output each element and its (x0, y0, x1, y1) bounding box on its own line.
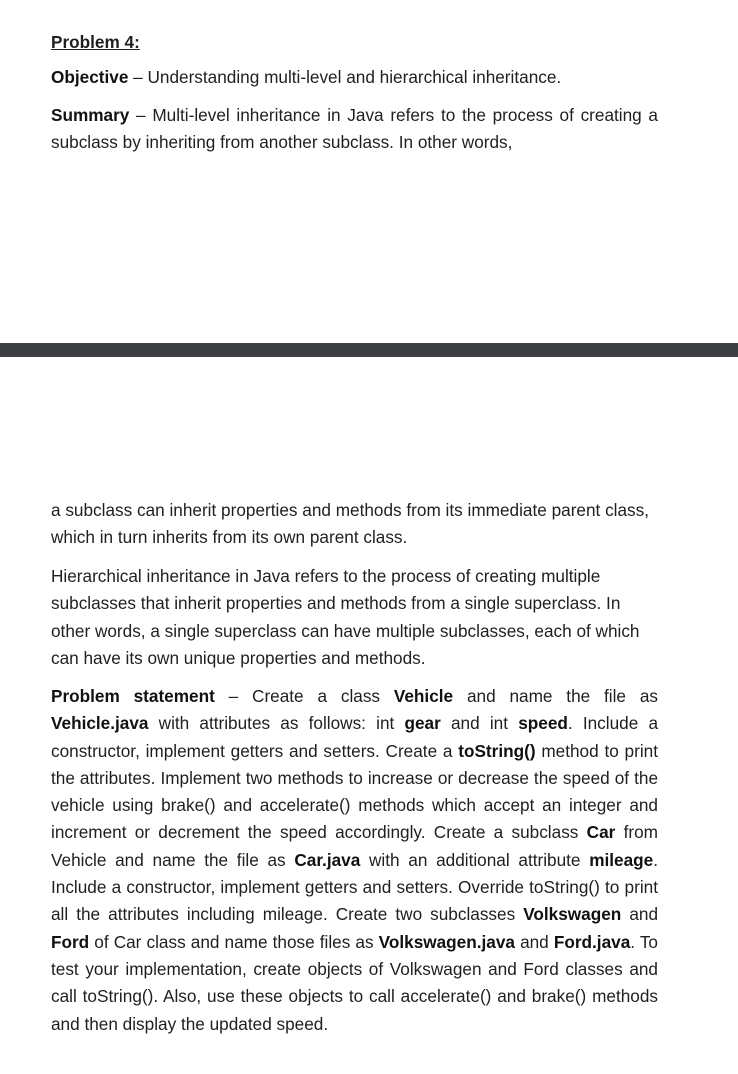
page-bottom-section (0, 357, 738, 1074)
ps-text-10: and (621, 904, 659, 925)
ps-text-2: and name the file as (453, 686, 658, 706)
ps-text-9: . Include a constructor, implement getters and setters. Override toString() to print all the attributes including mileage. Create two subclasses (51, 849, 658, 925)
summary-paragraph (51, 102, 658, 157)
objective-text: – Understanding multi-level and hierarchical inheritance. (128, 67, 562, 87)
ps-bold-ford: Ford (51, 931, 90, 952)
ps-text-8: with an additional attribute (360, 849, 590, 870)
problem-statement-paragraph (51, 683, 658, 1038)
objective-label: Objective (51, 67, 129, 87)
ps-bold-ford-java: Ford.java (553, 931, 631, 952)
ps-text-5: . Include a constructor, implement getters and setters. Create a (51, 713, 659, 761)
problem-label: Problem 4 (51, 32, 135, 52)
objective-paragraph (51, 64, 658, 91)
ps-bold-vehicle: Vehicle (393, 686, 454, 706)
page-top-section (0, 0, 738, 343)
summary-label: Summary (51, 105, 130, 125)
ps-bold-gear: gear (404, 713, 441, 734)
ps-bold-car-java: Car.java (294, 849, 361, 870)
ps-bold-volkswagen: Volkswagen (523, 904, 622, 925)
ps-text-13: . To test your implementation, create objects of Volkswagen and Ford classes and call toString(). Also, use these objects to call accelerate() and brake() methods and then display the updated speed. (51, 931, 658, 1034)
page-break-divider (0, 343, 738, 357)
ps-text-7: from Vehicle and name the file as (51, 822, 659, 870)
ps-bold-car: Car (586, 822, 616, 843)
hierarchical-paragraph: Hierarchical inheritance in Java refers to the process of creating multiple subclasses that inherit properties and methods from a single superclass. In other words, a single superclass can have multiple subclasses, each of which can have its own unique properties and methods. (51, 566, 640, 668)
ps-text-12: and (514, 931, 554, 952)
ps-bold-speed: speed (518, 713, 568, 734)
summary-continuation: a subclass can inherit properties and methods from its immediate parent class, which in turn inherits from its own parent class. (51, 500, 650, 548)
ps-bold-mileage: mileage (589, 849, 654, 870)
ps-bold-tostring: toString() (458, 740, 536, 761)
ps-text-1: – Create a class (214, 686, 394, 706)
ps-text-6: method to print the attributes. Implement two methods to increase or decrease the speed of the vehicle using brake() and accelerate() methods which accept an integer and increment or decrement the speed accordingly. Create a subclass (51, 740, 658, 843)
ps-text-3: with attributes as follows: int (148, 713, 405, 734)
problem-colon: : (134, 32, 140, 52)
ps-bold-vehicle-java: Vehicle.java (51, 713, 149, 734)
ps-text-4: and int (440, 713, 519, 734)
ps-bold-volkswagen-java: Volkswagen.java (378, 931, 515, 952)
summary-text-part1: – Multi-level inheritance in Java refers to the process of creating a subclass by inheriting from another subclass. In other words, (51, 105, 658, 153)
problem-statement-label: Problem statement (51, 686, 215, 706)
ps-text-11: of Car class and name those files as (89, 931, 379, 952)
problem-heading (51, 29, 658, 56)
